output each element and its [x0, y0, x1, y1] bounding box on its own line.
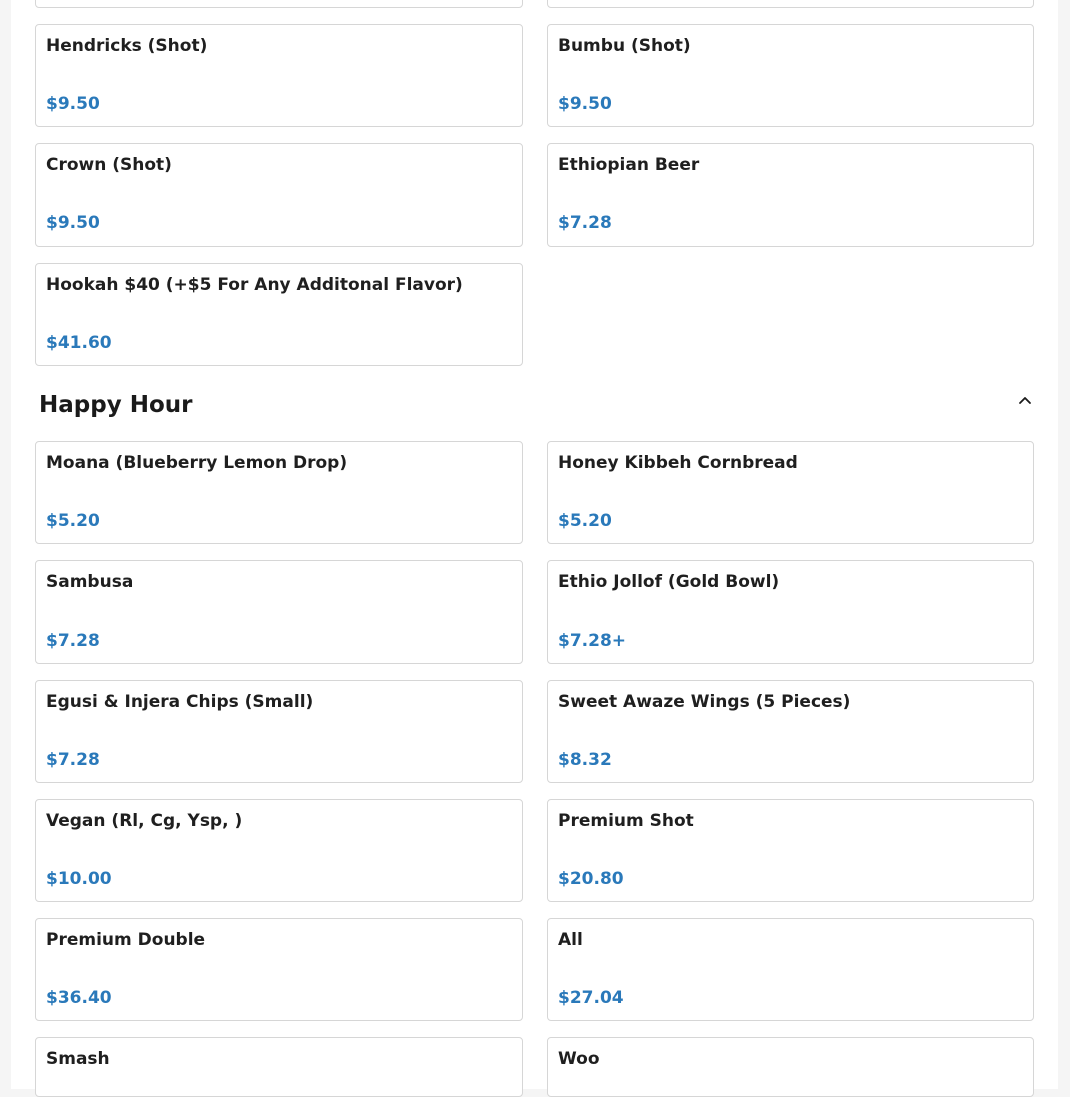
menu-item-card[interactable] — [35, 143, 523, 247]
menu-item-name: Bumbu (Shot) — [558, 36, 691, 56]
menu-item-price: $7.28 — [46, 631, 100, 651]
menu-item-price: $9.50 — [46, 213, 100, 233]
menu-item-name: Sweet Awaze Wings (5 Pieces) — [558, 692, 851, 712]
menu-item-card[interactable] — [35, 799, 523, 902]
menu-item-name: Hendricks (Shot) — [46, 36, 208, 56]
menu-item-card[interactable] — [35, 24, 523, 127]
menu-item-price: $20.80 — [558, 869, 624, 889]
menu-item-name: Woo — [558, 1049, 600, 1069]
menu-item-name: All — [558, 930, 583, 950]
menu-item-card[interactable] — [35, 441, 523, 544]
menu-item-card[interactable] — [35, 263, 523, 366]
menu-item-price: $5.20 — [558, 511, 612, 531]
menu-item-card-partial[interactable] — [547, 0, 1034, 8]
menu-item-name: Premium Double — [46, 930, 206, 950]
menu-item-card[interactable] — [547, 560, 1034, 664]
menu-item-price: $10.00 — [46, 869, 112, 889]
menu-item-card[interactable] — [547, 1037, 1034, 1097]
menu-item-name: Crown (Shot) — [46, 155, 172, 175]
menu-item-name: Egusi & Injera Chips (Small) — [46, 692, 314, 712]
menu-item-name: Smash — [46, 1049, 110, 1069]
menu-item-name: Ethio Jollof (Gold Bowl) — [558, 572, 780, 592]
menu-item-card[interactable] — [35, 918, 523, 1021]
menu-item-card-partial[interactable] — [35, 0, 523, 8]
menu-item-price: $36.40 — [46, 988, 112, 1008]
menu-item-card[interactable] — [547, 143, 1034, 247]
menu-item-card[interactable] — [547, 680, 1034, 783]
menu-item-price: $9.50 — [46, 94, 100, 114]
menu-item-price: $7.28 — [558, 213, 612, 233]
menu-item-price: $41.60 — [46, 333, 112, 353]
menu-item-name: Hookah $40 (+$5 For Any Additonal Flavor) — [46, 275, 463, 295]
menu-item-name: Moana (Blueberry Lemon Drop) — [46, 453, 348, 473]
menu-item-price: $27.04 — [558, 988, 624, 1008]
menu-item-card[interactable] — [35, 560, 523, 664]
menu-item-price: $7.28 — [46, 750, 100, 770]
section-collapse-button[interactable] — [1015, 390, 1035, 410]
menu-item-card[interactable] — [547, 24, 1034, 127]
section-title-happy-hour: Happy Hour — [39, 392, 193, 418]
menu-item-name: Premium Shot — [558, 811, 694, 831]
menu-item-card[interactable] — [547, 918, 1034, 1021]
menu-item-name: Honey Kibbeh Cornbread — [558, 453, 798, 473]
chevron-up-icon — [1015, 390, 1035, 410]
menu-item-price: $7.28+ — [558, 631, 627, 651]
menu-item-price: $5.20 — [46, 511, 100, 531]
menu-item-name: Vegan (Rl, Cg, Ysp, ) — [46, 811, 243, 831]
menu-item-name: Ethiopian Beer — [558, 155, 700, 175]
menu-item-card[interactable] — [35, 1037, 523, 1097]
menu-item-name: Sambusa — [46, 572, 134, 592]
menu-item-price: $9.50 — [558, 94, 612, 114]
menu-item-card[interactable] — [35, 680, 523, 783]
menu-item-card[interactable] — [547, 799, 1034, 902]
menu-item-price: $8.32 — [558, 750, 612, 770]
menu-item-card[interactable] — [547, 441, 1034, 544]
